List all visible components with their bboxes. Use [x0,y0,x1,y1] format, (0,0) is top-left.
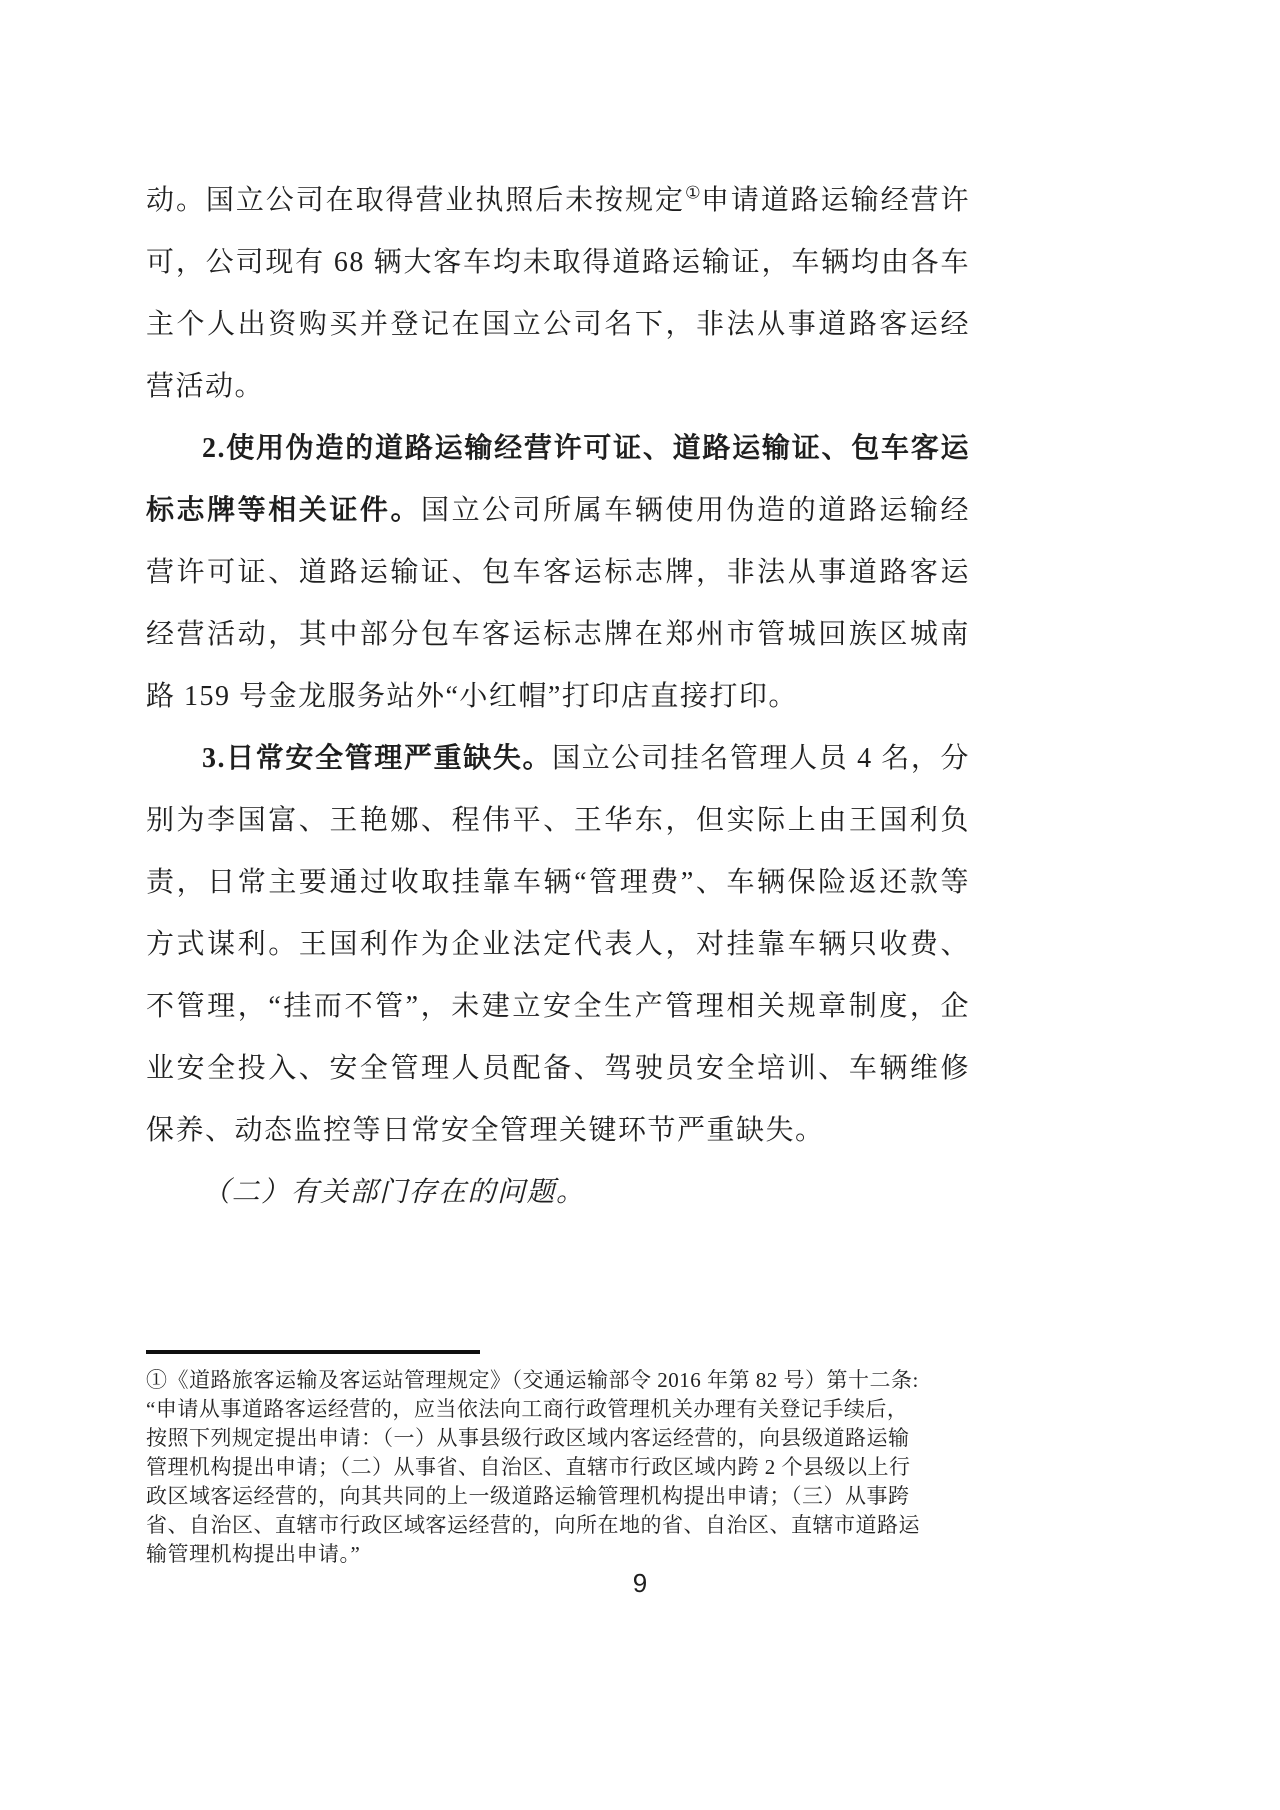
footnote-line: “申请从事道路客运经营的，应当依法向工商行政管理机关办理有关登记手续后， [146,1397,909,1421]
footnote-block [146,1366,974,1569]
paragraph-2-text: 国立公司所属车辆使用伪造的道路运输经营许可证、道路运输证、包车客运标志牌，非法从事道路客运经营活动，其中部分包车客运标志牌在郑州市管城回族区城南路 159 号金龙服务站外“小红帽”打印店直接打印。 [146,495,970,712]
document-body [146,170,970,1224]
footnote-line: 输管理机构提出申请。” [146,1542,361,1566]
paragraph-1-text: 动。国立公司在取得营业执照后未按规定 [146,185,685,216]
paragraph-2 [146,418,970,728]
footnote-line: 省、自治区、直辖市行政区域客运经营的，向所在地的省、自治区、直辖市道路运 [146,1513,920,1537]
paragraph-2-heading: 2.使用伪造的道路运输经营许可证、道路运输证、包车客运标志牌等相关证件。 [146,433,970,526]
page-number: 9 [632,1568,648,1598]
paragraph-1 [146,170,970,418]
section-subheading: （二）有关部门存在的问题。 [202,1177,586,1208]
paragraph-3 [146,728,970,1162]
footnote-line: 管理机构提出申请；（二）从事省、自治区、直辖市行政区域内跨 2 个县级以上行 [146,1455,911,1479]
paragraph-3-heading: 3.日常安全管理严重缺失。 [202,743,553,774]
paragraph-1-text-continued: 申请道路运输经营许可，公司现有 68 辆大客车均未取得道路运输证，车辆均由各车主个人出资购买并登记在国立公司名下，非法从事道路客运经营活动。 [146,185,970,402]
footnote-line: 政区域客运经营的，向其共同的上一级道路运输管理机构提出申请；（三）从事跨 [146,1484,910,1508]
paragraph-3-text: 国立公司挂名管理人员 4 名，分别为李国富、王艳娜、程伟平、王华东，但实际上由王国利负责，日常主要通过收取挂靠车辆“管理费”、车辆保险返还款等方式谋利。王国利作为企业法定代表人，对挂靠车辆只收费、不管理，“挂而不管”，未建立安全生产管理相关规章制度，企业安全投入、安全管理人员配备、驾驶员安全培训、车辆维修保养、动态监控等日常安全管理关键环节严重缺失。 [146,743,970,1146]
footnote-line: 按照下列规定提出申请：（一）从事县级行政区域内客运经营的，向县级道路运输 [146,1426,910,1450]
footnote-ref-marker: ① [684,183,701,203]
footnote-line: ①《道路旅客运输及客运站管理规定》（交通运输部令 2016 年第 82 号）第十二条: [146,1368,919,1392]
footnote-divider [146,1350,480,1354]
